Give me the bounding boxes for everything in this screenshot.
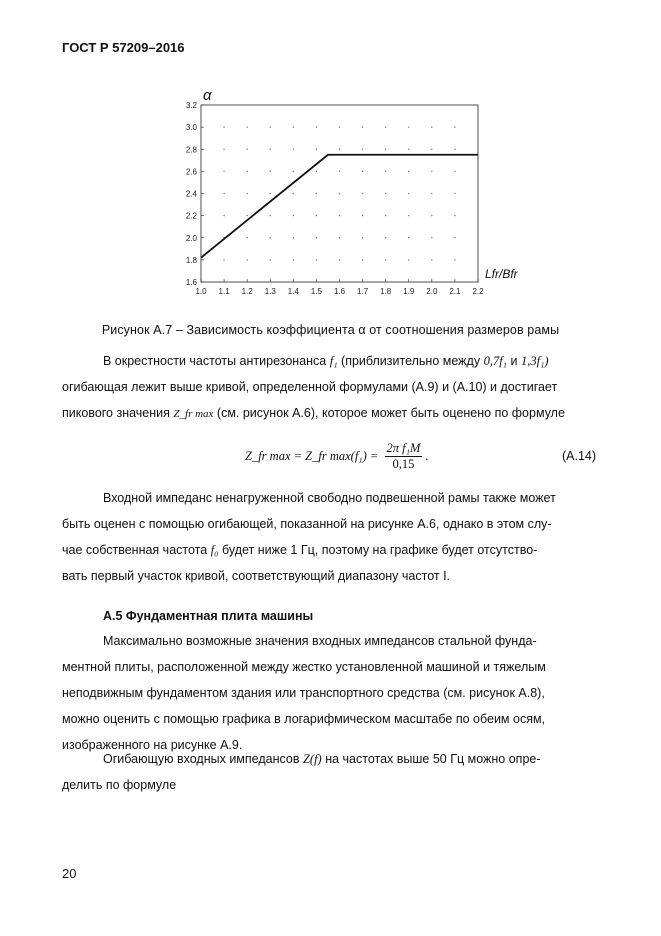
grid-dot <box>270 171 271 172</box>
alpha-chart <box>170 85 540 305</box>
grid-dot <box>454 259 455 260</box>
grid-dot <box>431 215 432 216</box>
paragraph-line: можно оценить с помощью графика в логарифмическом масштабе по обеим осям, <box>62 712 546 726</box>
paragraph-line: Максимально возможные значения входных импедансов стальной фунда- <box>103 634 537 648</box>
grid-dot <box>454 237 455 238</box>
text-run: будет ниже 1 Гц, поэтому на графике будет отсутство- <box>222 543 538 557</box>
paragraph-base-plate <box>62 628 598 758</box>
grid-dot <box>431 149 432 150</box>
grid-dot <box>316 149 317 150</box>
x-tick-label: 2.1 <box>449 287 461 296</box>
grid-dot <box>246 259 247 260</box>
grid-dot <box>316 237 317 238</box>
x-tick-label: 1.7 <box>357 287 369 296</box>
y-tick-label: 1.6 <box>185 278 197 287</box>
y-tick-label: 3.2 <box>185 101 197 110</box>
grid-dot <box>270 215 271 216</box>
series-line <box>201 155 478 258</box>
grid-dot <box>431 171 432 172</box>
grid-dot <box>339 126 340 127</box>
grid-dot <box>408 193 409 194</box>
text-run: на частотах выше 50 Гц можно опре- <box>325 752 541 766</box>
equation-number: (А.14) <box>562 449 597 463</box>
grid-dot <box>431 259 432 260</box>
grid-dot <box>385 193 386 194</box>
x-axis-label: Lfr/Bfr <box>485 267 518 281</box>
grid-dot <box>316 193 317 194</box>
symbol-0-7-f1: 0,7f₁ <box>483 354 508 368</box>
paragraph-line: Входной импеданс ненагруженной свободно подвешенной рамы также может <box>103 491 556 505</box>
x-tick-label: 1.1 <box>218 287 230 296</box>
x-tick-label: 1.5 <box>310 287 322 296</box>
grid-dot <box>339 259 340 260</box>
grid-dot <box>270 126 271 127</box>
grid-dot <box>246 149 247 150</box>
y-tick-label: 2.0 <box>185 233 197 243</box>
text-run: (приблизительно между <box>341 354 481 368</box>
y-tick-label: 2.8 <box>185 145 197 155</box>
page-number: 20 <box>62 866 77 881</box>
grid-dot <box>246 171 247 172</box>
grid-dot <box>339 215 340 216</box>
x-tick-label: 2.0 <box>426 287 438 296</box>
grid-dot <box>316 126 317 127</box>
grid-dot <box>270 259 271 260</box>
equation-period: . <box>425 449 429 463</box>
y-tick-label: 2.2 <box>185 211 197 221</box>
grid-dot <box>223 126 224 127</box>
grid-dot <box>223 171 224 172</box>
y-tick-label: 1.8 <box>185 255 197 265</box>
grid-dot <box>408 126 409 127</box>
grid-dot <box>270 193 271 194</box>
grid-dot <box>316 215 317 216</box>
text-run: В окрестности частоты антирезонанса <box>103 354 327 368</box>
grid-dot <box>385 215 386 216</box>
grid-dot <box>246 215 247 216</box>
paragraph-line: быть оценен с помощью огибающей, показанной на рисунке А.6, однако в этом слу- <box>62 517 552 531</box>
symbol-f1: f₁ <box>329 354 338 368</box>
grid-dot <box>246 193 247 194</box>
grid-dot <box>339 193 340 194</box>
y-tick-label: 2.4 <box>185 189 197 199</box>
grid-dot <box>316 171 317 172</box>
grid-dot <box>246 237 247 238</box>
grid-dot <box>339 149 340 150</box>
grid-dot <box>362 215 363 216</box>
grid-dot <box>431 126 432 127</box>
x-tick-label: 1.2 <box>241 287 253 296</box>
grid-dot <box>408 171 409 172</box>
grid-dot <box>246 126 247 127</box>
grid-dot <box>408 149 409 150</box>
grid-dot <box>223 193 224 194</box>
paragraph-line: вать первый участок кривой, соответствующий диапазону частот I. <box>62 569 451 583</box>
paragraph-antiresonance <box>62 348 598 426</box>
grid-dot <box>293 149 294 150</box>
grid-dot <box>431 193 432 194</box>
grid-dot <box>293 259 294 260</box>
paragraph-line: неподвижным фундаментом здания или транспортного средства (см. рисунок А.8), <box>62 686 545 700</box>
grid-dot <box>454 171 455 172</box>
grid-dot <box>431 237 432 238</box>
paragraph-line: делить по формуле <box>62 778 177 792</box>
symbol-z-fr-max: Z_fr max <box>173 408 214 420</box>
grid-dot <box>270 237 271 238</box>
x-tick-label: 2.2 <box>472 287 484 296</box>
equation-a14 <box>245 441 429 472</box>
grid-dot <box>293 126 294 127</box>
grid-dot <box>362 149 363 150</box>
x-tick-label: 1.4 <box>287 287 299 296</box>
figure-caption: Рисунок А.7 – Зависимость коэффициента α от соотношения размеров рамы <box>101 323 560 337</box>
equation-lhs: Z_fr max = Z_fr max(f₁) = <box>245 449 379 463</box>
grid-dot <box>270 149 271 150</box>
paragraph-line: огибающая лежит выше кривой, определенной формулами (А.9) и (А.10) и достигает <box>62 380 558 394</box>
grid-dot <box>408 237 409 238</box>
grid-dot <box>223 259 224 260</box>
paragraph-input-impedance <box>62 485 598 589</box>
y-tick-label: 3.0 <box>185 123 197 133</box>
equation-denominator: 0,15 <box>392 457 415 471</box>
symbol-z-f: Z(f) <box>302 752 322 766</box>
equation-fraction <box>385 441 423 472</box>
text-run: и <box>510 354 518 368</box>
grid-dot <box>454 149 455 150</box>
x-tick-label: 1.8 <box>380 287 392 296</box>
symbol-f0: f₀ <box>210 543 219 557</box>
grid-dot <box>362 171 363 172</box>
grid-dot <box>293 193 294 194</box>
grid-dot <box>362 237 363 238</box>
x-tick-label: 1.6 <box>333 287 346 296</box>
grid-dot <box>454 126 455 127</box>
paragraph-line: ментной плиты, расположенной между жестко установленной машиной и тяжелым <box>62 660 546 674</box>
grid-dot <box>454 215 455 216</box>
paragraph-envelope <box>62 746 598 798</box>
grid-dot <box>316 259 317 260</box>
x-tick-label: 1.0 <box>195 287 207 296</box>
grid-dot <box>385 149 386 150</box>
section-heading: А.5 Фундаментная плита машины <box>103 609 314 623</box>
y-tick-label: 2.6 <box>185 167 197 177</box>
grid-dot <box>293 171 294 172</box>
text-run: Огибающую входных импедансов <box>103 752 300 766</box>
grid-dot <box>223 149 224 150</box>
grid-dot <box>408 215 409 216</box>
grid-dot <box>362 259 363 260</box>
grid-dot <box>385 171 386 172</box>
document-header: ГОСТ Р 57209–2016 <box>62 40 185 55</box>
grid-dot <box>454 193 455 194</box>
grid-dot <box>362 126 363 127</box>
x-tick-label: 1.9 <box>403 287 415 296</box>
grid-dot <box>408 259 409 260</box>
grid-dot <box>339 237 340 238</box>
grid-dot <box>223 215 224 216</box>
text-run: пикового значения <box>62 406 170 420</box>
paragraph-line: изображенного на рисунке А.9. <box>62 738 243 752</box>
grid-dot <box>385 237 386 238</box>
equation-numerator: 2π f₁M <box>386 441 421 455</box>
grid-dot <box>293 215 294 216</box>
text-run: чае собственная частота <box>62 543 208 557</box>
symbol-1-3-f1: 1,3f₁) <box>520 354 549 368</box>
grid-dot <box>293 237 294 238</box>
text-run: (см. рисунок А.6), которое может быть оценено по формуле <box>216 406 565 420</box>
grid-dot <box>385 126 386 127</box>
grid-dot <box>339 171 340 172</box>
y-axis-label: α <box>203 87 212 104</box>
grid-dot <box>385 259 386 260</box>
x-tick-label: 1.3 <box>264 287 276 296</box>
grid-dot <box>362 193 363 194</box>
